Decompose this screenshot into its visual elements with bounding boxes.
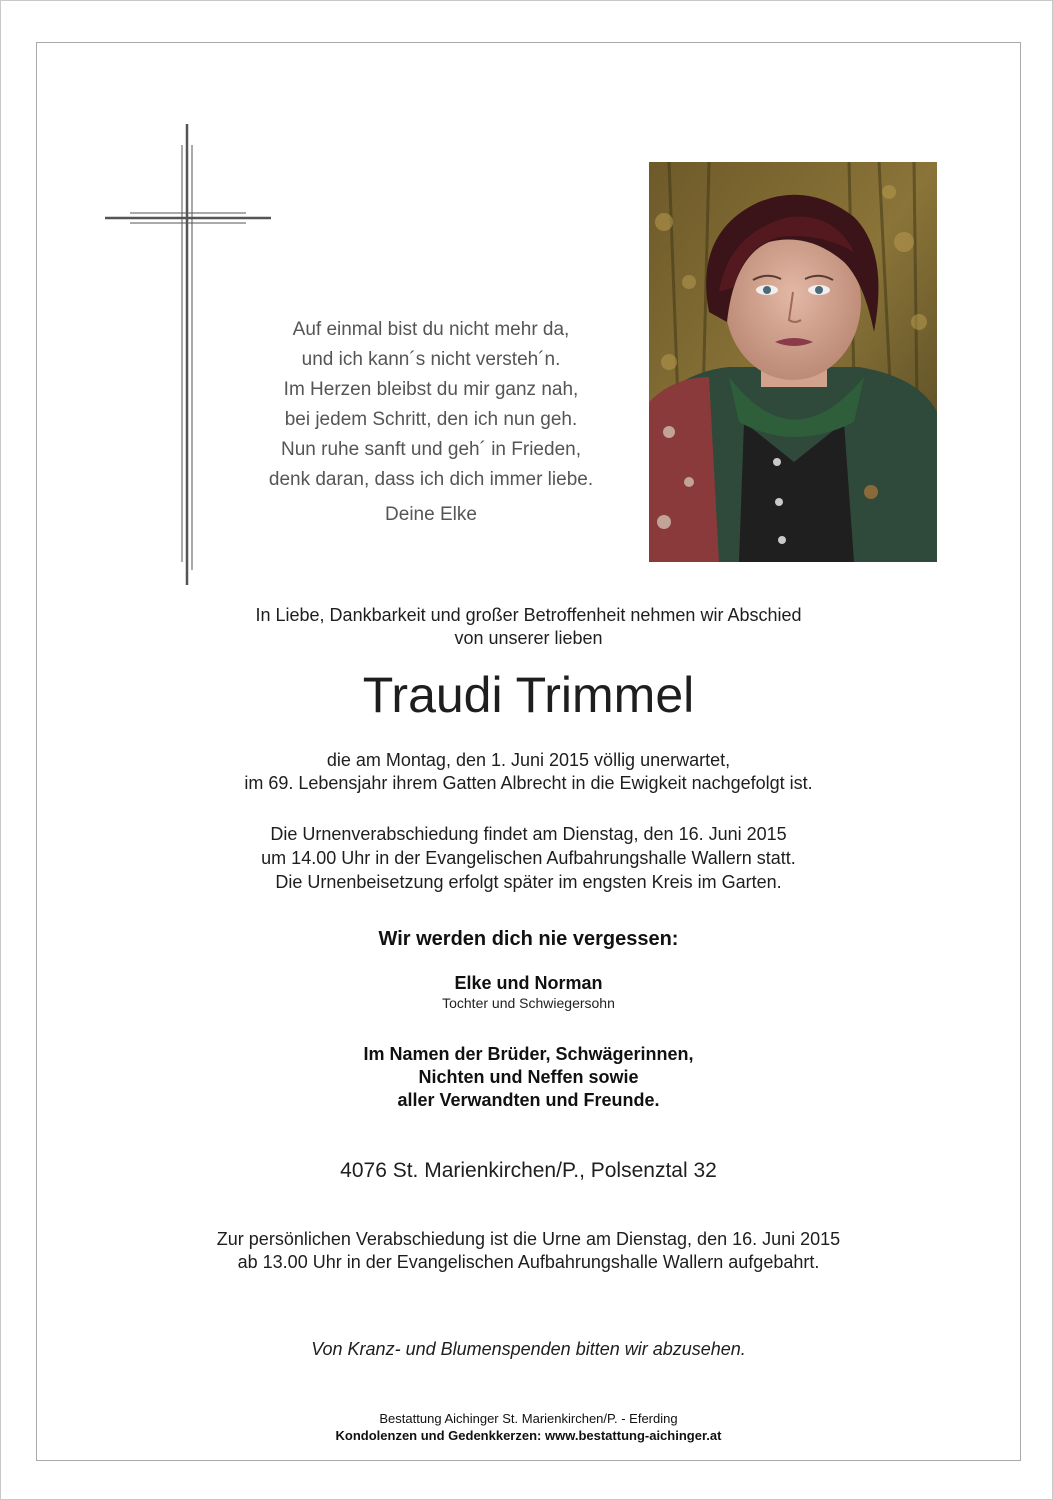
- relatives-line: Im Namen der Brüder, Schwägerinnen,: [363, 1044, 694, 1064]
- service-line: Die Urnenverabschiedung findet am Dienstag, den 16. Juni 2015: [270, 824, 787, 844]
- intro-text: [36, 604, 1021, 650]
- relatives-line: aller Verwandten und Freunde.: [397, 1090, 660, 1110]
- footer-condolences: Kondolenzen und Gedenkkerzen: www.bestattung-aichinger.at: [335, 1428, 722, 1443]
- relatives-block: [36, 1043, 1021, 1112]
- portrait-photo: [649, 162, 937, 562]
- death-notice-line: die am Montag, den 1. Juni 2015 völlig unerwartet,: [326, 750, 731, 770]
- poem-line: und ich kann´s nicht versteh´n.: [301, 349, 561, 370]
- poem-line: Nun ruhe sanft und geh´ in Frieden,: [281, 439, 581, 460]
- intro-line: von unserer lieben: [454, 628, 603, 648]
- poem-line: denk daran, dass ich dich immer liebe.: [268, 469, 594, 490]
- poem-line: Auf einmal bist du nicht mehr da,: [292, 319, 570, 340]
- family-relation: Tochter und Schwiegersohn: [442, 995, 615, 1011]
- service-details: [36, 822, 1021, 894]
- address: 4076 St. Marienkirchen/P., Polsenztal 32: [340, 1159, 717, 1182]
- memorial-poem: [200, 315, 662, 526]
- relatives-line: Nichten und Neffen sowie: [418, 1067, 639, 1087]
- service-line: um 14.00 Uhr in der Evangelischen Aufbahrungshalle Wallern statt.: [261, 848, 796, 868]
- death-notice: [36, 749, 1021, 795]
- family-names: Elke und Norman: [454, 973, 603, 993]
- intro-line: In Liebe, Dankbarkeit und großer Betroffenheit nehmen wir Abschied: [255, 605, 802, 625]
- footer-company: Bestattung Aichinger St. Marienkirchen/P. - Eferding: [379, 1411, 678, 1426]
- poem-line: bei jedem Schritt, den ich nun geh.: [284, 409, 578, 430]
- poem-signature: Deine Elke: [385, 504, 477, 525]
- deceased-name: Traudi Trimmel: [362, 667, 695, 723]
- poem-line: Im Herzen bleibst du mir ganz nah,: [283, 379, 579, 400]
- service-line: Die Urnenbeisetzung erfolgt später im engsten Kreis im Garten.: [275, 872, 782, 892]
- death-notice-line: im 69. Lebensjahr ihrem Gatten Albrecht in die Ewigkeit nachgefolgt ist.: [244, 773, 813, 793]
- flowers-note: Von Kranz- und Blumenspenden bitten wir abzusehen.: [311, 1339, 746, 1359]
- viewing-details: [36, 1228, 1021, 1274]
- viewing-line: ab 13.00 Uhr in der Evangelischen Aufbahrungshalle Wallern aufgebahrt.: [237, 1252, 820, 1272]
- viewing-line: Zur persönlichen Verabschiedung ist die Urne am Dienstag, den 16. Juni 2015: [216, 1229, 841, 1249]
- never-forget-heading: Wir werden dich nie vergessen:: [378, 928, 679, 950]
